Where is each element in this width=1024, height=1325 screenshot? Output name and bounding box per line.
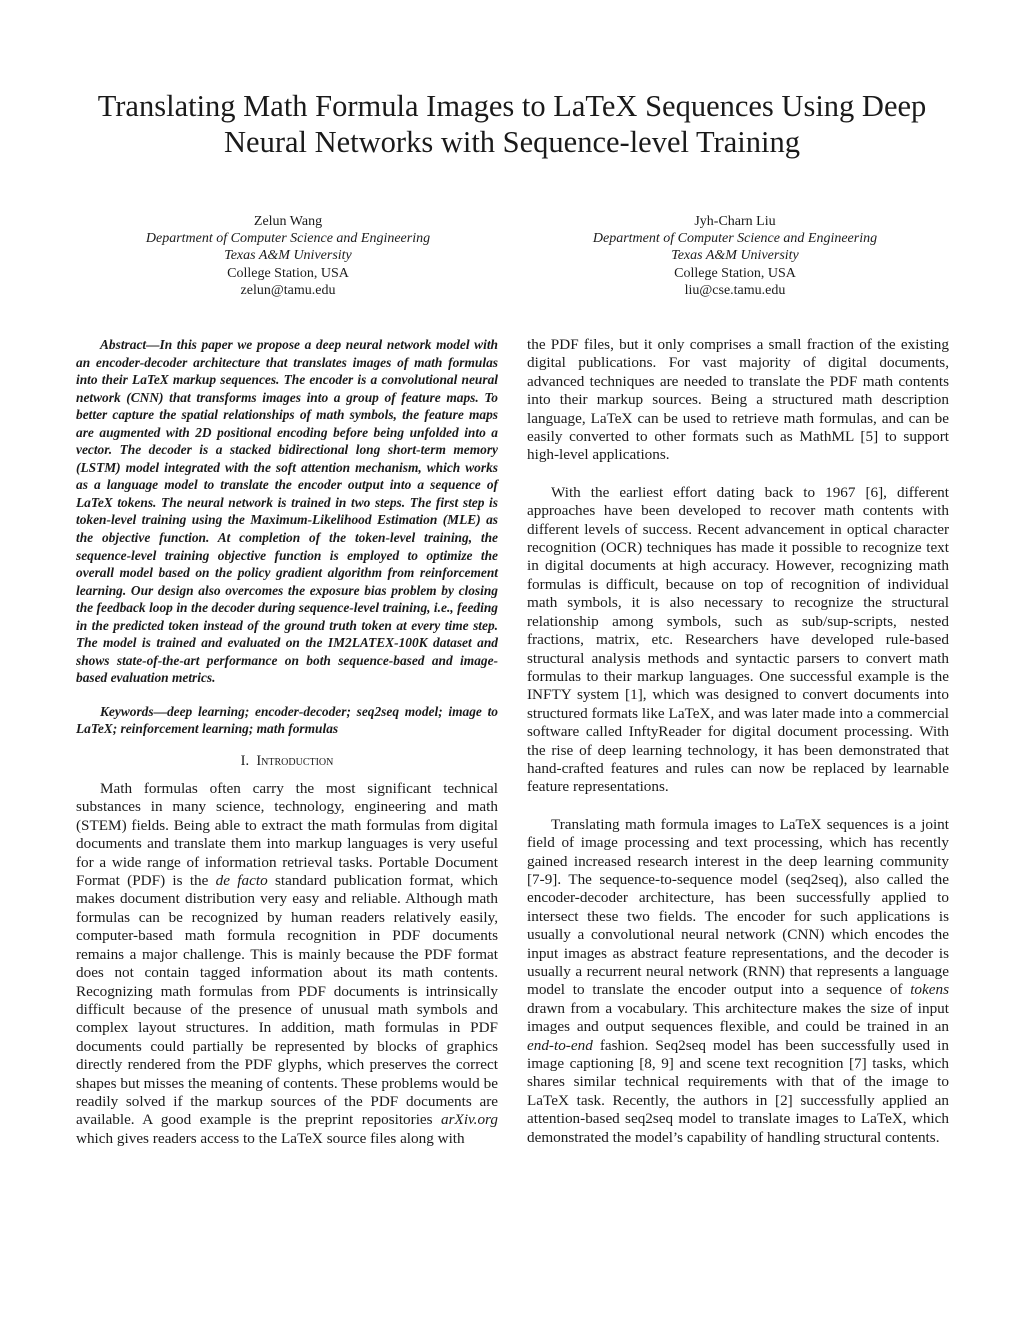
keywords: Keywords—deep learning; encoder-decoder; seq2seq model; image to LaTeX; reinforcement learning; math formulas bbox=[76, 703, 498, 737]
text-run: which gives readers access to the LaTeX source files along with bbox=[76, 1129, 465, 1147]
intro-paragraph-1 bbox=[76, 780, 498, 1148]
left-column bbox=[76, 336, 498, 1148]
right-column bbox=[527, 336, 949, 1147]
abstract: Abstract—In this paper we propose a deep neural network model with an encoder-decoder architecture that translates images of math formulas into their LaTeX markup sequences. The encoder is a convolutional neural network (CNN) that transforms images into a group of feature maps. To better capture the spatial relationships of math symbols, the feature maps are augmented with 2D positional encoding before being unfolded into a vector. The decoder is a stacked bidirectional long short-term memory (LSTM) model integrated with the soft attention mechanism, which works as a language model to translate the encoder output into a sequence of LaTeX tokens. The neural network is trained in two steps. The first step is token-level training using the Maximum-Likelihood Estimation (MLE) as the objective function. At completion of the token-level training, the sequence-level training objective function is employed to optimize the overall model based on the policy gradient algorithm from reinforcement learning. Our design also overcomes the exposure bias problem by closing the feedback loop in the decoder during sequence-level training, i.e., feeding in the predicted token instead of the ground truth token at every time step. The model is trained and evaluated on the IM2LATEX-100K dataset and shows state-of-the-art performance on both sequence-based and image-based evaluation metrics. bbox=[76, 337, 498, 686]
author-department: Department of Computer Science and Engineering bbox=[145, 231, 431, 247]
author-email: liu@cse.tamu.edu bbox=[684, 282, 786, 298]
section-title: Introduction bbox=[256, 753, 334, 770]
author-email: zelun@tamu.edu bbox=[240, 282, 336, 298]
author-location: College Station, USA bbox=[227, 265, 349, 281]
author-block-1 bbox=[88, 213, 488, 299]
text-run: drawn from a vocabulary. This architecture makes the size of input images and output sequences flexible, and could be trained in an bbox=[527, 999, 949, 1036]
author-name: Jyh-Charn Liu bbox=[694, 214, 776, 229]
intro-paragraph-3 bbox=[527, 816, 949, 1147]
text-run: Math formulas often carry the most significant technical substances in many science, technology, engineering and math (STEM) fields. Being able to extract the math formulas from digital documents and translate them into markup languages is very useful for a wide range of information retrieval tasks. Portable Document Format (PDF) is the bbox=[76, 780, 498, 890]
author-location: College Station, USA bbox=[674, 265, 796, 281]
paper-title bbox=[60, 88, 964, 160]
author-department: Department of Computer Science and Engineering bbox=[592, 231, 878, 247]
section-heading-introduction bbox=[76, 753, 498, 770]
intro-paragraph-2: With the earliest effort dating back to 1967 [6], different approaches have been developed to recover math contents with different levels of success. Recent advancement in optical character recognition (OCR) techniques has made it possible to recognize text in digital documents at high accuracy. However, recognizing math formulas is difficult, because on top of recognition of individual math symbols, it is also necessary to recognize the structural relationship among symbols, such as sub/sup-scripts, nested fractions, matrix, etc. Researchers have developed rule-based structural analysis methods and syntactic parsers to convert math formulas to their markup languages. One successful example is the INFTY system [1], which was designed to convert documents into structured formats like LaTeX, and was later made into a commercial software called InftyReader for digital document processing. With the rise of deep learning technology, it has been demonstrated that hand-crafted features and rules can now be replaced by learnable feature representations. bbox=[527, 483, 949, 796]
author-name: Zelun Wang bbox=[253, 214, 323, 229]
text-run: standard publication format, which makes document distribution very easy and reliable. Although math formulas can be recognized by human readers relatively easily, computer-based math formula recognition in PDF documents remains a major challenge. This is mainly because the PDF format does not contain tagged information about its math contents. Recognizing math formulas from PDF documents is intrinsically difficult because of the presence of unusual math symbols and complex layout structures. In addition, math formulas in PDF documents could partially be represented by blocks of graphics directly rendered from the PDF glyphs, which preserves the correct shapes but misses the meaning of contents. These problems would be readily solved if the markup sources of the PDF documents are available. A good example is the preprint repositories bbox=[76, 872, 498, 1129]
text-run-italic: arXiv.org bbox=[441, 1111, 498, 1129]
text-run: Translating math formula images to LaTeX sequences is a joint field of image processing and text processing, which has recently gained increased research interest in the deep learning community [7-9]. The sequence-to-sequence model (seq2seq), also called the encoder-decoder architecture, has been successfully applied to intersect these two fields. The encoder for such applications is usually a convolutional neural network (CNN) which encodes the input images as abstract feature representations, and the decoder is usually a recurrent neural network (RNN) that represents a language model to translate the encoder output into a sequence of bbox=[527, 815, 949, 999]
author-university: Texas A&M University bbox=[224, 248, 352, 264]
text-run: fashion. Seq2seq model has been successfully used in image captioning [8, 9] and scene text recognition [7] tasks, which shares similar technical requirements with that of the image to LaTeX task. Recently, the authors in [2] successfully applied an attention-based seq2seq model to translate images to LaTeX, which demonstrated the model’s capability of handling structural contents. bbox=[527, 1036, 949, 1146]
title-line-2: Neural Networks with Sequence-level Training bbox=[224, 125, 800, 159]
author-block-2 bbox=[535, 213, 935, 299]
text-run-italic: tokens bbox=[910, 981, 949, 999]
section-number: I. bbox=[240, 753, 250, 770]
intro-paragraph-1-continued: the PDF files, but it only comprises a small fraction of the existing digital publications. For vast majority of digital documents, advanced techniques are needed to translate the PDF math contents into their markup sources. Being a structured math description language, LaTeX can be used to retrieve math formulas, and can be easily converted to other formats such as MathML [5] to support high-level applications. bbox=[527, 336, 949, 464]
text-run-italic: de facto bbox=[215, 872, 268, 890]
title-line-1: Translating Math Formula Images to LaTeX Sequences Using Deep bbox=[97, 89, 927, 123]
author-university: Texas A&M University bbox=[671, 248, 799, 264]
text-run-italic: end-to-end bbox=[527, 1036, 593, 1054]
